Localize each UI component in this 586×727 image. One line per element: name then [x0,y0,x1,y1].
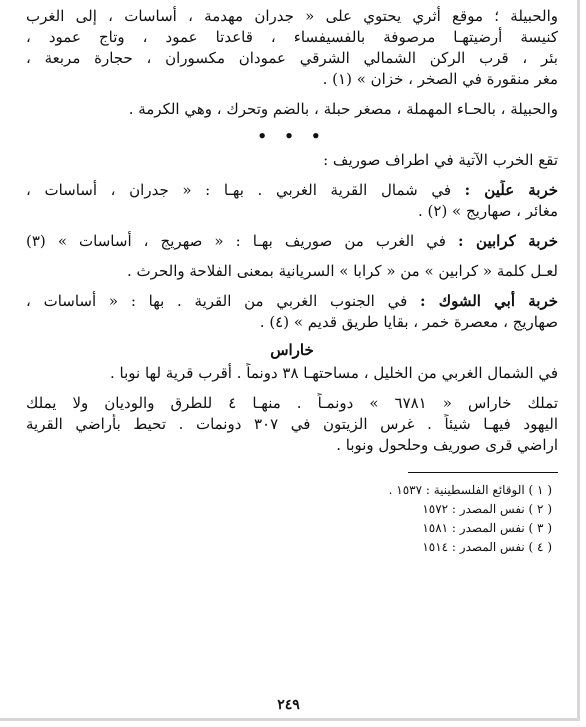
footnote: ( ٢ ) نفس المصدر : ١٥٧٢ [422,502,552,516]
text-line: تملك خاراس « ٦٧٨١ » دونمـاً . منهـا ٤ للطرق والوديان ولا يملك [26,394,558,412]
text-line: صهاريج ، معصرة خمر ، بقايا طريق قديم » (٤) . [259,313,558,331]
entry-title: خربة كرابين : [457,232,558,250]
entry-text: في الغرب من صوريف بهـا : « صهريج ، أساسات » (٣) [26,232,446,250]
text-line: مغر منقورة في الصخر ، خزان » (١) . [322,70,558,88]
text-line: اراضي قرى صوريف وحلحول ونوبا . [336,436,558,454]
entry-title: خربة علِّين : [464,181,558,199]
section-heading-kharas: خاراس [270,341,314,359]
section-separator-stars: • • • [257,127,327,145]
kharas-para2 [26,393,558,456]
text-line: مغائر ، صهاريج » (٢) . [417,202,558,220]
ruin-entry-abu-al-shok [26,291,558,333]
entry-text: في الجنوب الغربي من القرية . بها : « أساسات ، [26,292,408,310]
text-line [26,291,558,312]
page-number: ٢٤٩ [277,697,300,713]
kharas-para1: في الشمال الغربي من الخليل ، مساحتهـا ٣٨ دونماً . أقرب قرية لها نوبا . [110,364,558,382]
habila-note: والحبيلة ، بالحـاء المهملة ، مصغر حبلة ، بالضم وتحرك ، وهي الكرمة . [128,100,558,118]
text-line: بئر ، قرب الركن الشمالي الشرقي عمودان مكسوران ، حجارة مربعة ، [26,49,558,67]
text-line: والحبيلة ؛ موقع أثري يحتوي على « جدران مهدمة ، أساسات ، إلى الغرب [26,7,558,25]
text-line [26,180,558,201]
footnote: ( ١ ) الوقائع الفلسطينية : ١٥٣٧ . [388,483,552,497]
text-line: كنيسة أرضيتهـا مرصوفة بالفسيفساء ، قاعدتا عمود ، وتاج عمود ، [26,28,558,46]
footnote: ( ٣ ) نفس المصدر : ١٥٨١ [422,521,552,535]
footnote: ( ٤ ) نفس المصدر : ١٥١٤ [422,540,552,554]
footnotes [26,481,558,557]
entry-title: خربة أبي الشوك : [420,292,558,310]
ruins-intro: تقع الخرب الآتية في اطراف صوريف : [323,151,558,169]
entry-text: في شمال القرية الغربي . بهـا : « جدران ، أساسات ، [26,181,452,199]
text-line: لعـل كلمة « كرابين » من « كرابا » السريانية بمعنى الفلاحة والحرث . [127,262,558,280]
footnote-separator [408,472,558,473]
text-line: اليهود فيهـا شيئاً . غرس الزيتون في ٣٠٧ دونمات . تحيط بأراضي القرية [26,415,558,433]
intro-paragraph [26,6,558,90]
text-line [26,231,558,252]
ruin-entry-karabin [26,231,558,282]
ruin-entry-allin [26,180,558,222]
text-column [26,6,558,557]
